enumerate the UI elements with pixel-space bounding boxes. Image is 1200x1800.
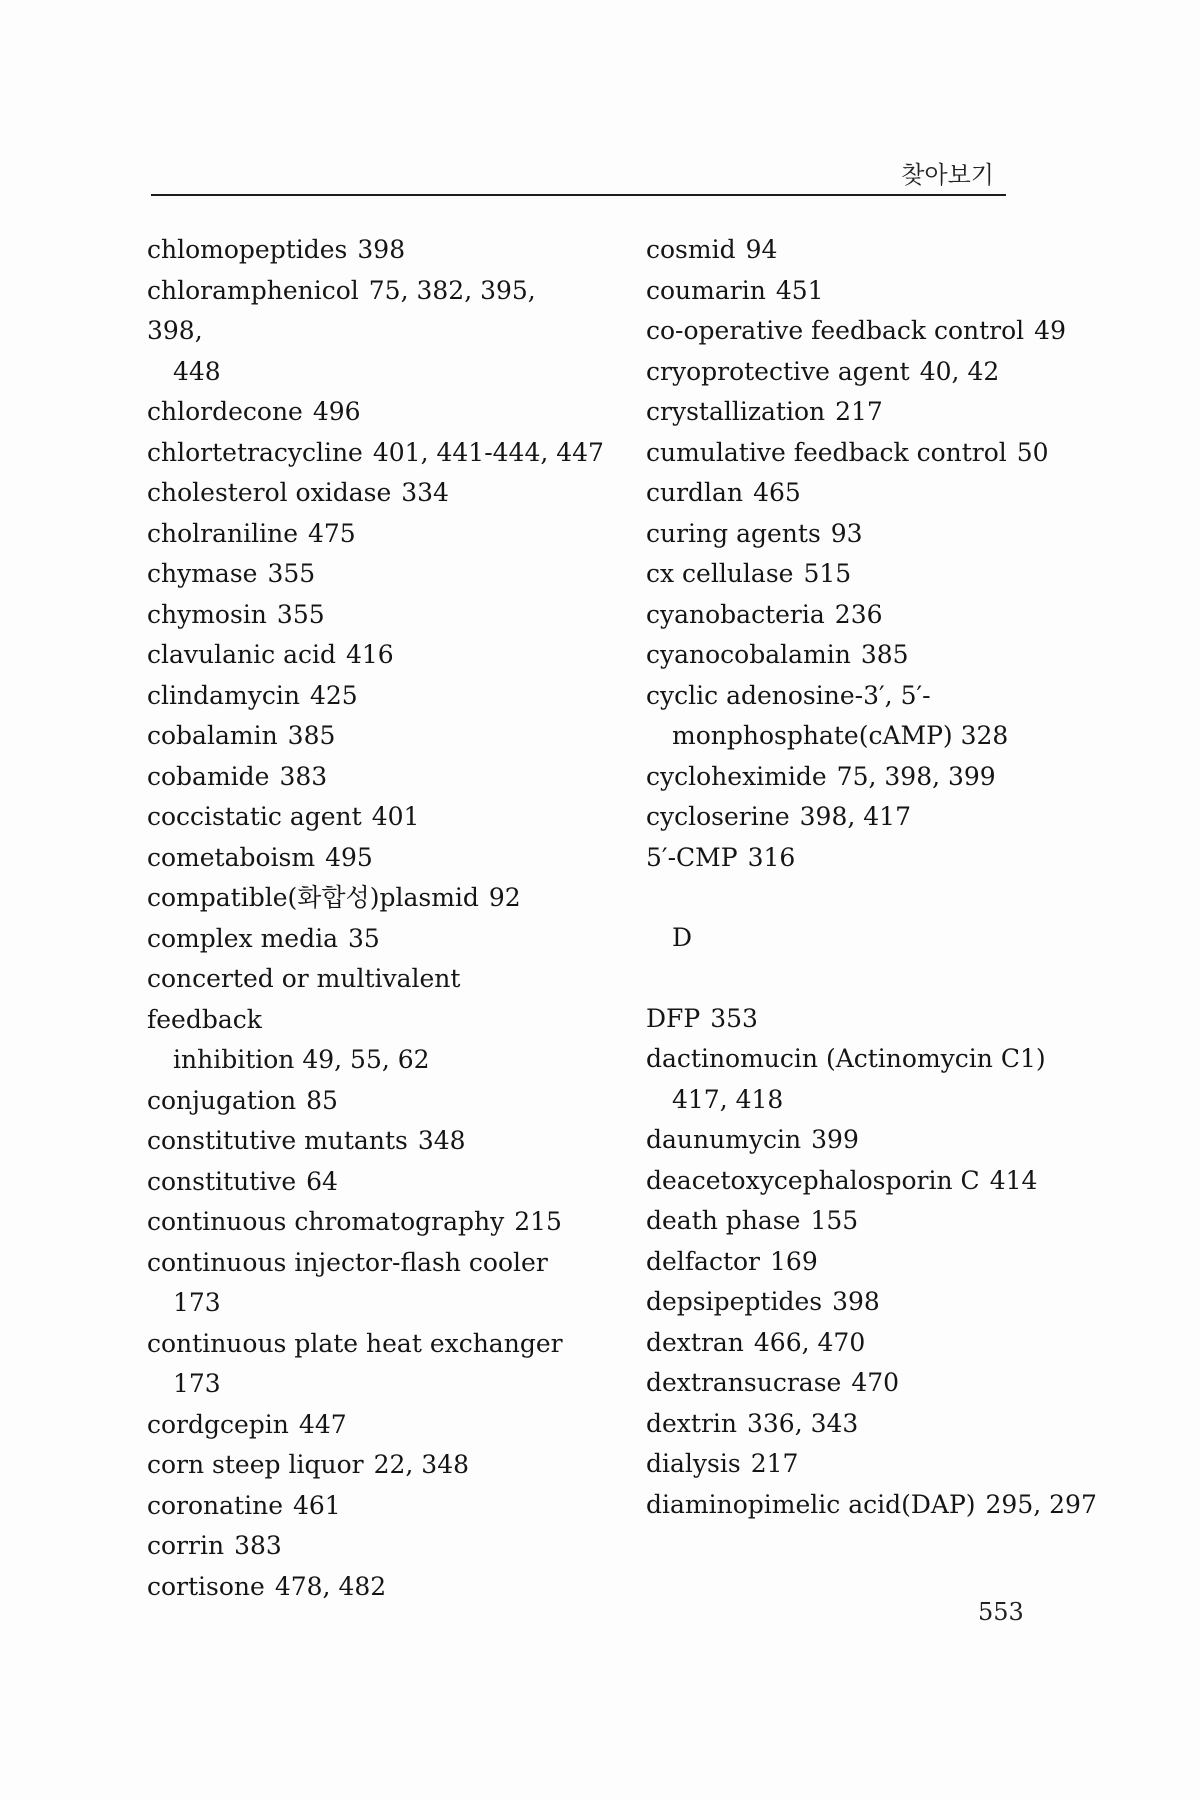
index-entry — [646, 757, 1076, 798]
index-entry — [646, 230, 1076, 271]
index-term: complex media — [147, 923, 339, 953]
index-term: curdlan — [646, 478, 744, 507]
index-term: cortisone — [147, 1571, 265, 1601]
index-entry — [646, 1485, 1097, 1526]
index-entry — [646, 554, 1076, 595]
index-term: chloramphenicol — [147, 275, 359, 305]
index-page-refs: 470 — [851, 1368, 900, 1397]
index-page-refs: 496 — [312, 397, 361, 426]
index-page-refs: 461 — [293, 1490, 341, 1520]
index-continuation-line: 173 — [173, 1369, 221, 1398]
index-term: chlordecone — [147, 397, 303, 426]
index-page-refs: 316 — [747, 842, 796, 872]
index-page-refs: 22, 348 — [373, 1450, 470, 1479]
index-page-refs: 49 — [1034, 316, 1066, 345]
index-term: diaminopimelic acid(DAP) — [646, 1489, 976, 1519]
left-column — [147, 230, 604, 1607]
index-term: coumarin — [646, 275, 766, 305]
index-page-refs: 414 — [989, 1165, 1038, 1195]
index-page-refs: 92 — [488, 883, 521, 912]
index-entry — [147, 676, 577, 717]
index-term: conjugation — [147, 1085, 297, 1115]
index-entry — [147, 433, 604, 474]
index-entry — [646, 392, 1076, 433]
index-page-refs: 466, 470 — [753, 1327, 866, 1357]
index-term: chlortetracycline — [147, 437, 363, 467]
index-term: constitutive mutants — [147, 1126, 408, 1155]
index-page-refs: 465 — [753, 478, 801, 507]
index-entry — [147, 635, 577, 676]
index-page-refs: 295, 297 — [985, 1489, 1097, 1519]
index-page-refs: 50 — [1016, 437, 1049, 467]
index-page-refs: 155 — [810, 1206, 859, 1235]
index-term: chymase — [147, 559, 258, 588]
index-entry — [147, 757, 577, 798]
index-term: dextran — [646, 1327, 744, 1357]
index-entry — [646, 676, 1076, 757]
index-entry — [147, 1567, 577, 1608]
index-page-refs: 40, 42 — [919, 356, 1000, 386]
index-term: DFP — [646, 1003, 701, 1033]
index-entry — [646, 1120, 1076, 1161]
index-entry — [147, 1445, 577, 1486]
index-term: continuous chromatography — [147, 1207, 505, 1236]
section-letter-heading: D — [672, 923, 693, 952]
index-page-refs: 169 — [770, 1246, 818, 1276]
index-page-refs: 399 — [811, 1125, 859, 1154]
index-entry — [147, 554, 577, 595]
right-column-d-entries — [646, 999, 1097, 1526]
index-page-refs: 383 — [234, 1531, 282, 1560]
index-term: co-operative feedback control — [646, 316, 1025, 345]
index-entry — [147, 1081, 577, 1122]
index-term: delfactor — [646, 1246, 761, 1276]
index-term: cycloheximide — [646, 761, 827, 791]
index-page-refs: 215 — [514, 1207, 562, 1236]
index-page-refs: 515 — [803, 559, 852, 588]
index-entry — [147, 595, 577, 636]
index-page-refs: 425 — [309, 680, 358, 710]
index-term: clavulanic acid — [147, 640, 336, 669]
index-page-refs: 94 — [745, 235, 778, 264]
index-entry — [646, 797, 1076, 838]
index-page-refs: 236 — [834, 599, 883, 629]
index-term: dialysis — [646, 1449, 741, 1478]
index-term: depsipeptides — [646, 1287, 823, 1316]
index-term: continuous plate heat exchanger — [147, 1328, 563, 1358]
index-entry — [646, 311, 1076, 352]
index-entry — [147, 1121, 577, 1162]
index-term: chlomopeptides — [147, 235, 348, 264]
index-term: 5′-CMP — [646, 842, 738, 872]
index-page-refs: 217 — [835, 397, 883, 426]
index-term: clindamycin — [147, 680, 300, 710]
index-term: corrin — [147, 1531, 225, 1560]
index-page-refs: 385 — [860, 640, 909, 669]
index-page-refs: 383 — [279, 761, 328, 791]
index-continuation-line: inhibition 49, 55, 62 — [173, 1045, 430, 1074]
index-page-refs: 75, 398, 399 — [836, 761, 996, 791]
index-page-refs: 447 — [298, 1409, 347, 1439]
index-page-refs: 401 — [371, 802, 420, 831]
index-page-refs: 93 — [830, 518, 863, 548]
index-entry — [147, 1243, 577, 1324]
index-continuation-line: 173 — [173, 1288, 221, 1317]
index-entry — [646, 271, 1076, 312]
index-term: chymosin — [147, 599, 267, 629]
index-term: crystallization — [646, 397, 826, 426]
index-term: cordgcepin — [147, 1409, 289, 1439]
index-page-refs: 353 — [710, 1003, 758, 1033]
index-page-refs: 348 — [417, 1126, 466, 1155]
index-page-refs: 355 — [267, 559, 316, 588]
running-header — [151, 158, 1006, 196]
index-page-refs: 478, 482 — [274, 1571, 387, 1601]
index-page-refs: 385 — [287, 721, 336, 750]
index-entry — [646, 352, 1076, 393]
index-entry — [646, 1039, 1076, 1120]
index-entry — [147, 473, 577, 514]
index-entry — [646, 1161, 1076, 1202]
index-term: deacetoxycephalosporin C — [646, 1165, 980, 1195]
index-entry — [646, 1323, 1076, 1364]
index-term: compatible(화합성)plasmid — [147, 883, 479, 912]
index-entry — [646, 433, 1076, 474]
index-term: cholraniline — [147, 518, 298, 548]
index-continuation-line: 448 — [173, 356, 221, 386]
index-entry — [147, 919, 577, 960]
index-term: curing agents — [646, 518, 821, 548]
index-page-refs: 64 — [306, 1166, 338, 1196]
index-entry — [147, 1405, 577, 1446]
index-entry — [147, 1486, 577, 1527]
index-entry — [646, 999, 1076, 1040]
index-term: cryoprotective agent — [646, 356, 910, 386]
index-entry — [646, 838, 1076, 879]
index-entry — [147, 797, 577, 838]
index-entry — [646, 1363, 1076, 1404]
index-term: dextransucrase — [646, 1368, 842, 1397]
index-term: coronatine — [147, 1490, 283, 1520]
index-entry — [147, 1526, 577, 1567]
index-entry — [147, 1202, 577, 1243]
index-term: cyclic adenosine-3′, 5′- — [646, 680, 931, 710]
index-term: cometaboism — [147, 842, 316, 872]
index-term: continuous injector-flash cooler — [147, 1247, 548, 1277]
index-entry — [147, 230, 577, 271]
index-entry — [646, 1404, 1076, 1445]
index-entry — [147, 838, 577, 879]
page-number: 553 — [978, 1598, 1024, 1626]
index-entry — [147, 514, 577, 555]
index-entry — [646, 1201, 1076, 1242]
index-page-refs: 336, 343 — [747, 1408, 859, 1438]
index-continuation-line: 417, 418 — [672, 1084, 784, 1114]
index-term: death phase — [646, 1206, 801, 1235]
index-term: dactinomucin (Actinomycin C1) — [646, 1044, 1046, 1073]
index-page-refs: 398, 417 — [799, 802, 911, 831]
index-page-refs: 475 — [308, 518, 356, 548]
index-page-refs: 85 — [306, 1085, 338, 1115]
index-term: cosmid — [646, 235, 736, 264]
index-entry — [646, 595, 1076, 636]
index-entry — [147, 959, 577, 1081]
index-term: constitutive — [147, 1166, 297, 1196]
index-term: cholesterol oxidase — [147, 478, 392, 507]
index-page-refs: 495 — [325, 842, 373, 872]
index-entry — [147, 878, 577, 919]
header-title: 찾아보기 — [901, 161, 994, 189]
index-entry — [646, 635, 1076, 676]
index-page-refs: 334 — [401, 478, 449, 507]
index-term: corn steep liquor — [147, 1450, 364, 1479]
index-term: daunumycin — [646, 1125, 802, 1154]
right-column-c-entries — [646, 230, 1076, 878]
index-term: coccistatic agent — [147, 802, 362, 831]
index-continuation-line: monphosphate(cAMP) 328 — [672, 721, 1009, 750]
index-page-refs: 35 — [348, 923, 380, 953]
index-entry — [147, 1324, 577, 1405]
index-entry — [646, 1242, 1076, 1283]
index-term: cyanocobalamin — [646, 640, 851, 669]
index-term: cycloserine — [646, 802, 790, 831]
index-term: concerted or multivalent feedback — [147, 964, 461, 1034]
index-term: cyanobacteria — [646, 599, 825, 629]
index-term: cobamide — [147, 761, 270, 791]
index-entry — [147, 716, 577, 757]
index-term: cobalamin — [147, 721, 278, 750]
index-entry — [646, 473, 1076, 514]
right-column — [646, 230, 1097, 1525]
index-term: cumulative feedback control — [646, 437, 1007, 467]
index-page-refs: 451 — [775, 275, 824, 305]
index-page-refs: 401, 441-444, 447 — [372, 437, 604, 467]
index-entry — [646, 1282, 1076, 1323]
index-entry — [147, 392, 577, 433]
index-page-refs: 416 — [345, 640, 394, 669]
index-term: dextrin — [646, 1408, 737, 1438]
index-entry — [646, 514, 1076, 555]
index-page-refs: 75, 382, 395, 398, — [147, 275, 536, 345]
index-entry — [646, 1444, 1076, 1485]
index-term: cx cellulase — [646, 559, 794, 588]
index-page-refs: 355 — [276, 599, 325, 629]
index-entry — [147, 1162, 577, 1203]
index-entry — [147, 271, 577, 393]
index-page-refs: 217 — [750, 1449, 799, 1478]
index-page-refs: 398 — [832, 1287, 880, 1316]
index-page-refs: 398 — [357, 235, 406, 264]
